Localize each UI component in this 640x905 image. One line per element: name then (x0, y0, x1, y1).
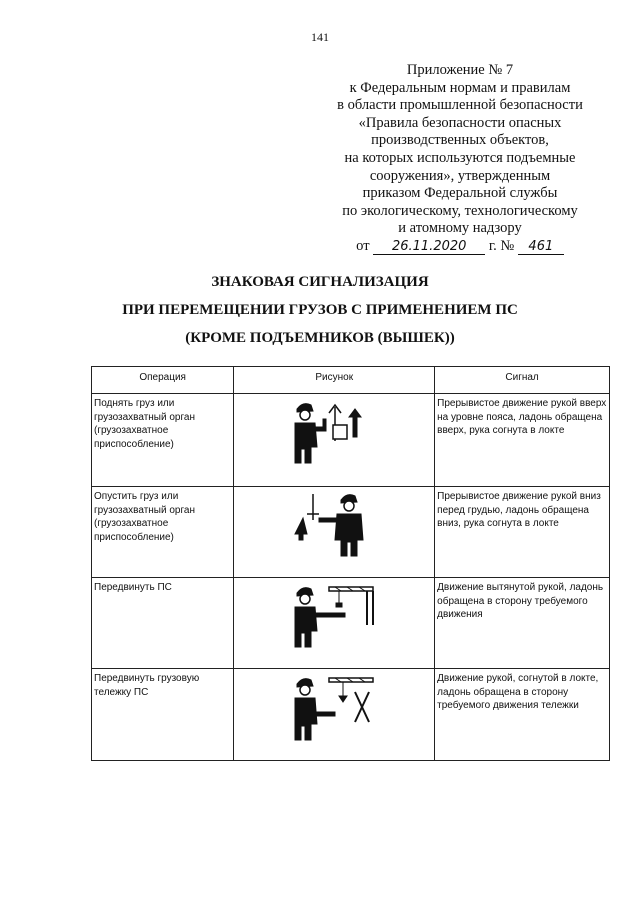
title-line-2: ПРИ ПЕРЕМЕЩЕНИИ ГРУЗОВ С ПРИМЕНЕНИЕМ ПС (122, 302, 518, 318)
date-prefix: от (356, 237, 370, 254)
table-row (92, 578, 610, 669)
appendix-line: на которых используются подъемные (344, 149, 576, 166)
page-number: 141 (311, 30, 329, 44)
header-operation: Операция (92, 367, 234, 394)
appendix-line: «Правила безопасности опасных (358, 114, 562, 131)
order-date-line (295, 238, 625, 256)
title-line-3: (КРОМЕ ПОДЪЕМНИКОВ (ВЫШЕК)) (185, 330, 455, 346)
handwritten-order-number: 461 (518, 240, 564, 255)
picture-cell (234, 487, 435, 578)
signals-table (91, 366, 610, 761)
year-suffix: г. № (488, 237, 515, 254)
handwritten-date: 26.11.2020 (373, 240, 485, 255)
picture-cell (234, 669, 435, 761)
title-line-1: ЗНАКОВАЯ СИГНАЛИЗАЦИЯ (211, 274, 429, 290)
worker-lower-hand-icon (289, 490, 379, 560)
appendix-line: по экологическому, технологическому (342, 202, 578, 219)
operation-cell: Опустить груз или грузозахватный орган (грузозахватное приспособление) (92, 487, 234, 578)
document-title (0, 268, 640, 352)
appendix-line: приказом Федеральной службы (362, 185, 558, 202)
appendix-line: сооружения», утвержденным (369, 167, 551, 184)
signal-cell: Прерывистое движение рукой вверх на уровне пояса, ладонь обращена вверх, рука согнута в локте (435, 394, 610, 487)
worker-move-trolley-icon (289, 672, 379, 744)
table-row (92, 669, 610, 761)
signal-cell: Движение рукой, согнутой в локте, ладонь обращена в сторону требуемого движения тележки (435, 669, 610, 761)
worker-move-crane-icon (289, 581, 379, 651)
appendix-header (295, 62, 625, 256)
table-row (92, 487, 610, 578)
appendix-line: Приложение № 7 (406, 62, 514, 78)
operation-cell: Передвинуть ПС (92, 578, 234, 669)
appendix-line: производственных объектов, (371, 132, 549, 149)
signal-cell: Движение вытянутой рукой, ладонь обращена в сторону требуемого движения (435, 578, 610, 669)
worker-raise-hand-icon (289, 397, 379, 467)
header-picture: Рисунок (234, 367, 435, 394)
appendix-line: и атомному надзору (398, 220, 522, 237)
picture-cell (234, 394, 435, 487)
header-signal: Сигнал (435, 367, 610, 394)
operation-cell: Передвинуть грузовую тележку ПС (92, 669, 234, 761)
appendix-line: в области промышленной безопасности (337, 97, 583, 114)
table-row (92, 394, 610, 487)
appendix-line: к Федеральным нормам и правилам (349, 79, 571, 96)
signal-cell: Прерывистое движение рукой вниз перед грудью, ладонь обращена вниз, рука согнута в локте (435, 487, 610, 578)
operation-cell: Поднять груз или грузозахватный орган (грузозахватное приспособление) (92, 394, 234, 487)
table-header-row (92, 367, 610, 394)
picture-cell (234, 578, 435, 669)
